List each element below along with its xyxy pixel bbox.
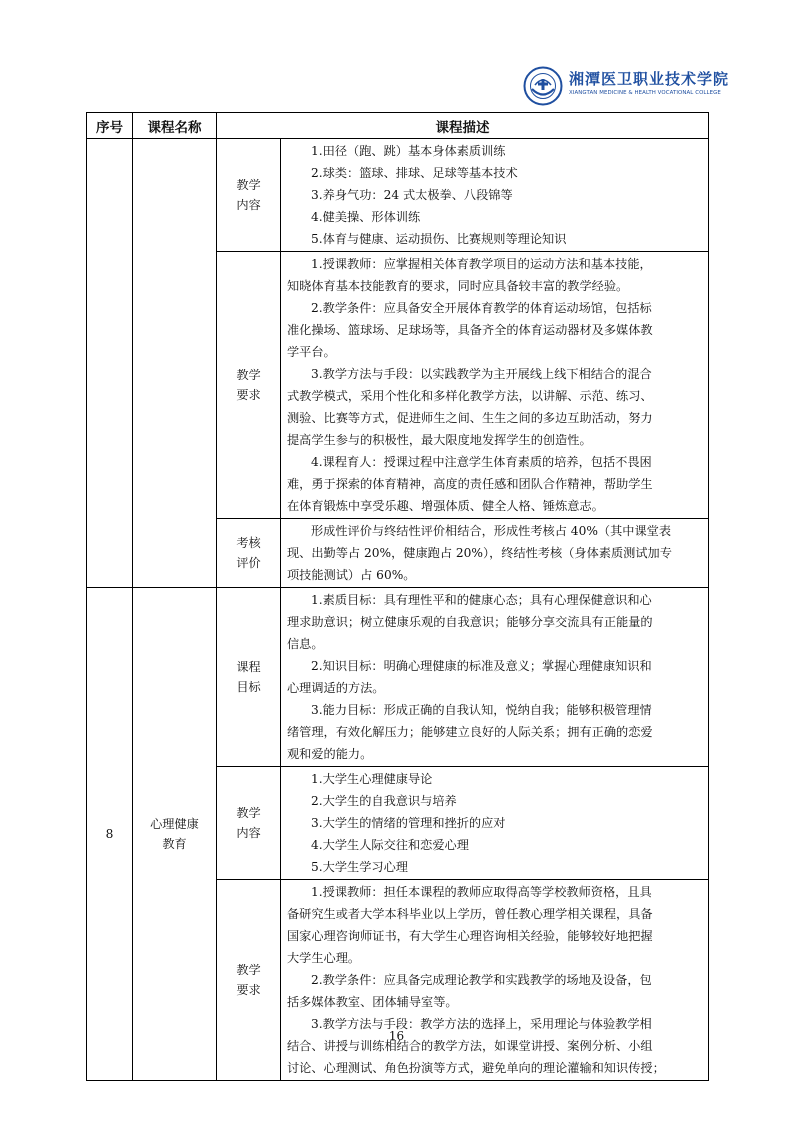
teaching-content-text — [281, 767, 709, 880]
section-label-course-goals: 课程 目标 — [217, 588, 281, 767]
table-row — [87, 588, 709, 767]
teaching-requirements-text — [281, 252, 709, 519]
table-row — [87, 139, 709, 252]
header-number: 序号 — [87, 113, 133, 139]
list-item: 5.大学生学习心理 — [311, 860, 408, 874]
text-line: 提高学生参与的积极性，最大限度地发挥学生的创造性。 — [287, 433, 592, 447]
text-line: 学平台。 — [287, 345, 336, 359]
list-item: 3.养身气功：24 式太极拳、八段锦等 — [311, 188, 513, 202]
text-line: 大学生心理。 — [287, 951, 361, 965]
text-line: 1.素质目标：具有理性平和的健康心态；具有心理保健意识和心 — [311, 593, 652, 607]
row-number-cell: 8 — [87, 588, 133, 1081]
course-name-cell — [133, 139, 217, 588]
list-item: 4.健美操、形体训练 — [311, 210, 421, 224]
list-item: 2.球类：篮球、排球、足球等基本技术 — [311, 166, 518, 180]
table-header-row — [87, 113, 709, 139]
text-line: 2.知识目标：明确心理健康的标准及意义；掌握心理健康知识和 — [311, 659, 652, 673]
section-label-teaching-content: 教学 内容 — [217, 767, 281, 880]
text-line: 观和爱的能力。 — [287, 747, 373, 761]
list-item: 1.田径（跑、跳）基本身体素质训练 — [311, 144, 506, 158]
text-line: 项技能测试）占 60%。 — [287, 568, 416, 582]
text-line: 形成性评价与终结性评价相结合，形成性考核占 40%（其中课堂表 — [311, 524, 672, 538]
section-label-teaching-content: 教学 内容 — [217, 139, 281, 252]
text-line: 现、出勤等占 20%，健康跑占 20%），终结性考核（身体素质测试加专 — [287, 546, 672, 560]
section-label-assessment: 考核 评价 — [217, 519, 281, 588]
list-item: 5.体育与健康、运动损伤、比赛规则等理论知识 — [311, 232, 567, 246]
header-course-name: 课程名称 — [133, 113, 217, 139]
text-line: 理求助意识；树立健康乐观的自我意识；能够分享交流具有正能量的 — [287, 615, 653, 629]
text-line: 1.授课教师：应掌握相关体育教学项目的运动方法和基本技能， — [311, 257, 652, 271]
header-course-description: 课程描述 — [217, 113, 709, 139]
list-item: 3.大学生的情绪的管理和挫折的应对 — [311, 816, 506, 830]
text-line: 信息。 — [287, 637, 324, 651]
course-description-table — [86, 112, 709, 1081]
college-logo — [523, 62, 730, 110]
text-line: 在体育锻炼中享受乐趣、增强体质、健全人格、锤炼意志。 — [287, 499, 604, 513]
text-line: 括多媒体教室、团体辅导室等。 — [287, 995, 458, 1009]
text-line: 2.教学条件：应具备完成理论教学和实践教学的场地及设备，包 — [311, 973, 652, 987]
list-item: 1.大学生心理健康导论 — [311, 772, 433, 786]
teaching-content-text — [281, 139, 709, 252]
section-label-teaching-requirements: 教学 要求 — [217, 880, 281, 1081]
section-label-teaching-requirements: 教学 要求 — [217, 252, 281, 519]
assessment-text — [281, 519, 709, 588]
text-line: 3.能力目标：形成正确的自我认知，悦纳自我；能够积极管理情 — [311, 703, 652, 717]
text-line: 结合、讲授与训练相结合的教学方法，如课堂讲授、案例分析、小组 — [287, 1039, 653, 1053]
text-line: 准化操场、篮球场、足球场等，具备齐全的体育运动器材及多媒体教 — [287, 323, 653, 337]
row-number-cell — [87, 139, 133, 588]
text-line: 3.教学方法与手段：以实践教学为主开展线上线下相结合的混合 — [311, 367, 652, 381]
list-item: 4.大学生人际交往和恋爱心理 — [311, 838, 469, 852]
text-line: 式教学模式，采用个性化和多样化教学方法，以讲解、示范、练习、 — [287, 389, 653, 403]
text-line: 4.课程育人：授课过程中注意学生体育素质的培养，包括不畏困 — [311, 455, 652, 469]
course-goals-text — [281, 588, 709, 767]
text-line: 心理调适的方法。 — [287, 681, 385, 695]
course-name-line: 教育 — [162, 837, 187, 851]
text-line: 讨论、心理测试、角色扮演等方式，避免单向的理论灌输和知识传授； — [287, 1061, 665, 1075]
list-item: 2.大学生的自我意识与培养 — [311, 794, 457, 808]
text-line: 备研究生或者大学本科毕业以上学历，曾任教心理学相关课程，具备 — [287, 907, 653, 921]
text-line: 国家心理咨询师证书，有大学生心理咨询相关经验，能够较好地把握 — [287, 929, 653, 943]
teaching-requirements-text — [281, 880, 709, 1081]
text-line: 2.教学条件：应具备安全开展体育教学的体育运动场馆，包括标 — [311, 301, 652, 315]
text-line: 难，勇于探索的体育精神，高度的责任感和团队合作精神，帮助学生 — [287, 477, 653, 491]
logo-english-name: XIANGTAN MEDICINE & HEALTH VOCATIONAL COLLEGE — [569, 90, 721, 96]
text-line: 3.教学方法与手段：教学方法的选择上，采用理论与体验教学相 — [311, 1017, 652, 1031]
text-line: 测验、比赛等方式，促进师生之间、生生之间的多边互助活动，努力 — [287, 411, 653, 425]
text-line: 1.授课教师：担任本课程的教师应取得高等学校教师资格，且具 — [311, 885, 652, 899]
logo-chinese-name: 湘潭医卫职业技术学院 — [569, 70, 730, 88]
text-line: 绪管理，有效化解压力；能够建立良好的人际关系；拥有正确的恋爱 — [287, 725, 653, 739]
text-line: 知晓体育基本技能教育的要求，同时应具备较丰富的教学经验。 — [287, 279, 629, 293]
college-seal-icon — [523, 66, 563, 106]
course-name-cell — [133, 588, 217, 1081]
page-number: 16 — [388, 1029, 405, 1043]
course-name-line: 心理健康 — [150, 817, 199, 831]
